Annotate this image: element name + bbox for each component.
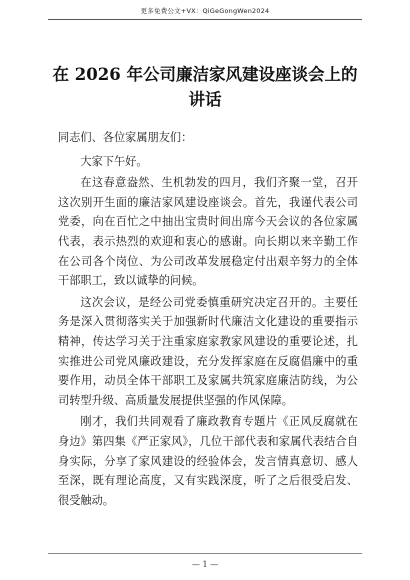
page-number: — 1 — bbox=[191, 560, 219, 569]
title-line-1: 在 2026 年公司廉洁家风建设座谈会上的 bbox=[52, 65, 358, 84]
header-divider bbox=[48, 19, 362, 20]
document-body bbox=[58, 128, 358, 512]
footer-divider bbox=[48, 553, 362, 554]
greeting: 同志们、各位家属朋友们： bbox=[58, 131, 193, 144]
paragraph: 这次会议，是经公司党委慎重研究决定召开的。主要任务是深入贯彻落实关于加强新时代廉洁文化建设的重要指示精神，传达学习关于注重家庭家教家风建设的重要论述，扎实推进公司党风廉政建设，充分发挥家庭在反腐倡廉中的重要作用，动员全体干部职工及家属共筑家庭廉洁防线，为公司转型升级、高质量发展提供坚强的作风保障。 bbox=[58, 295, 358, 407]
document-title bbox=[48, 62, 362, 112]
paragraph: 在这春意盎然、生机勃发的四月，我们齐聚一堂，召开这次别开生面的廉洁家风建设座谈会。首先，我谨代表公司党委，向在百忙之中抽出宝贵时间出席今天会议的各位家属代表，表示热烈的欢迎和衷心的感谢。向长期以来辛勤工作在公司各个岗位、为公司改革发展稳定付出艰辛努力的全体干部职工，致以诚挚的问候。 bbox=[58, 176, 358, 288]
paragraph: 刚才，我们共同观看了廉政教育专题片《正风反腐就在身边》第四集《严正家风》，几位干部代表和家属代表结合自身实际，分享了家风建设的经验体会，发言情真意切、感人至深，既有理论高度，又有实践深度，听了之后很受启发、很受触动。 bbox=[58, 415, 358, 507]
header-note: 更多免费公文+VX：QiGeGongWen2024 bbox=[140, 7, 270, 15]
paragraph: 大家下午好。 bbox=[80, 154, 148, 168]
title-line-2: 讲话 bbox=[188, 90, 222, 109]
